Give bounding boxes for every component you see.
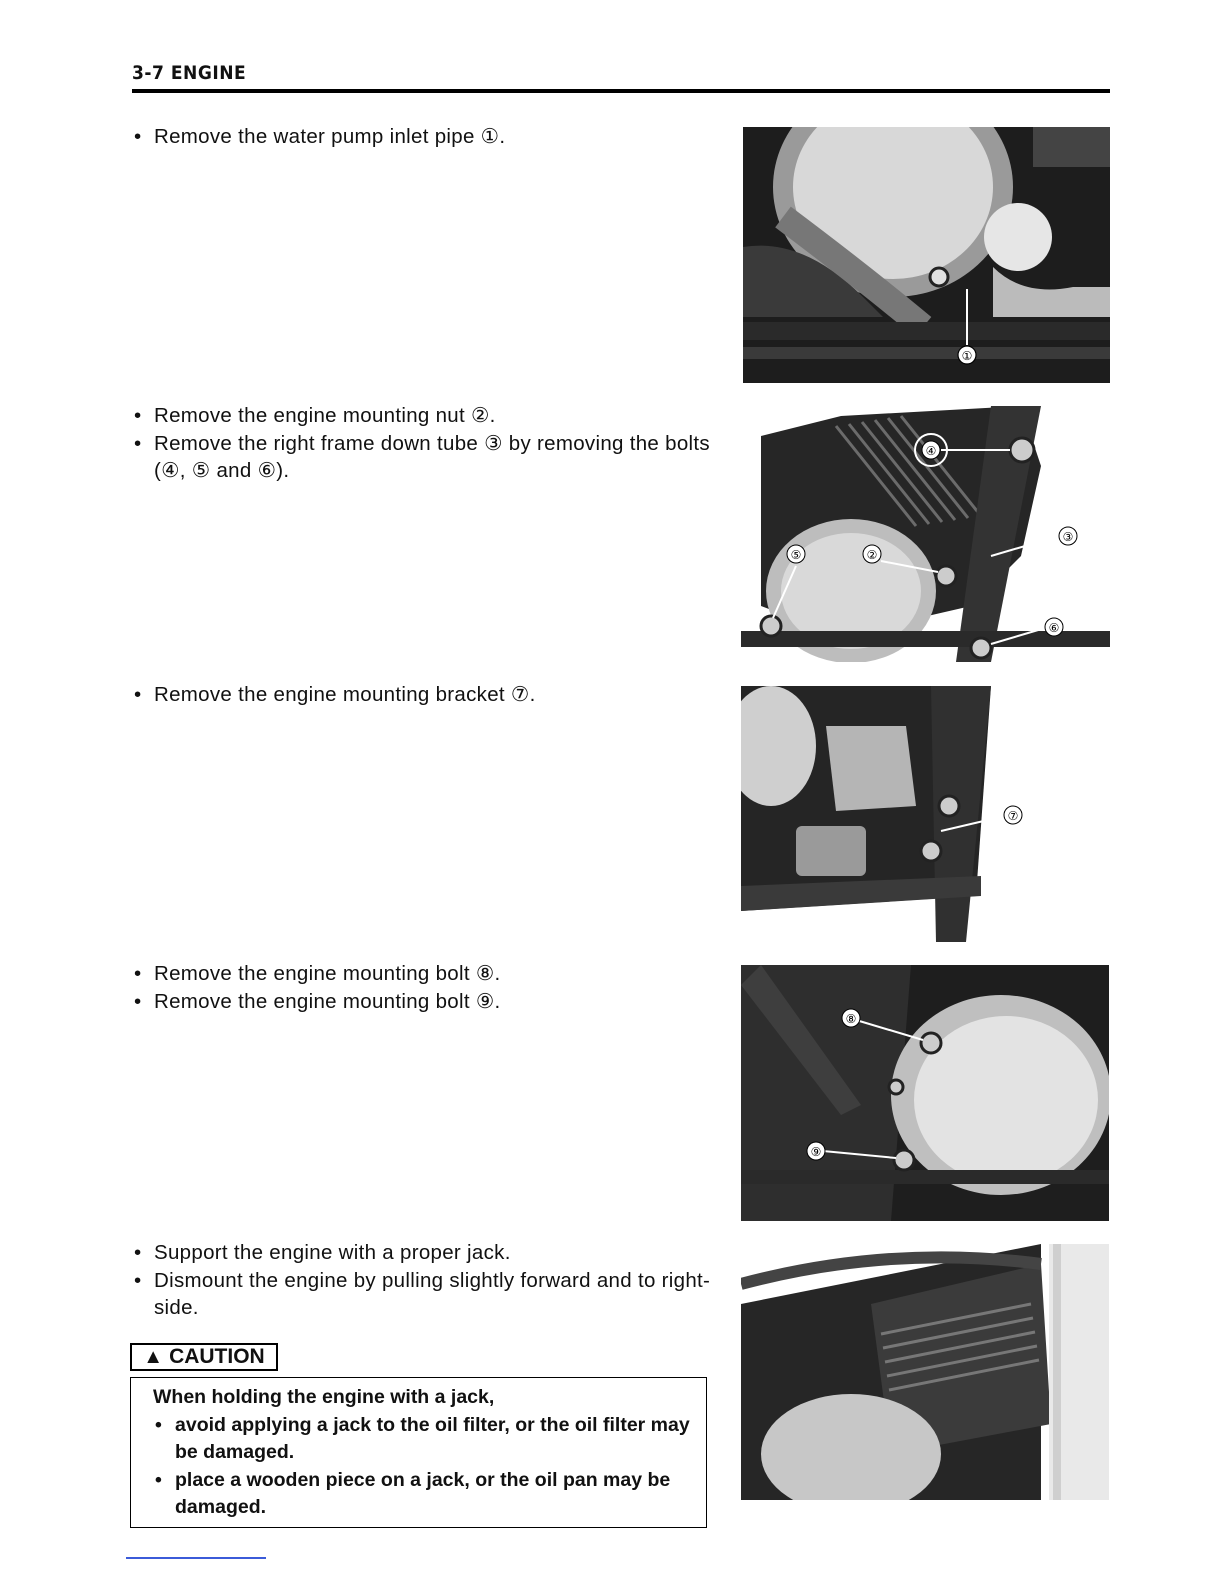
callout-label: ③ [1062,530,1074,544]
footer-link-underline [126,1557,266,1559]
page-title: 3-7 ENGINE [132,62,247,84]
header-rule [132,89,1110,93]
step-1 [134,123,714,151]
callout-label: ① [961,349,973,363]
callout-label: ⑧ [845,1012,857,1026]
callout-label: ④ [925,444,937,458]
callout-label: ⑨ [810,1145,822,1159]
callout-label: ⑤ [790,548,802,562]
caution-item: • avoid applying a jack to the oil filter, or the oil filter may be damaged. [153,1412,690,1467]
step-2 [134,402,714,485]
step-item: • Support the engine with a proper jack. [134,1239,714,1267]
step-item: • Remove the engine mounting nut ②. [134,402,714,430]
step-3 [134,681,714,709]
callout-label: ⑥ [1048,621,1060,635]
step-item: • Remove the engine mounting bolt ⑧. [134,960,714,988]
step-item: • Dismount the engine by pulling slightly forward and to right-side. [134,1267,714,1322]
page-header [132,62,1110,94]
photo-engine-mounting-bolts [741,965,1109,1221]
caution-item: • place a wooden piece on a jack, or the oil pan may be damaged. [153,1467,690,1522]
photo-engine-mounting-bracket [741,686,1110,942]
step-item: • Remove the engine mounting bracket ⑦. [134,681,714,709]
callout-label: ② [866,548,878,562]
photo-water-pump-inlet-pipe [743,127,1110,383]
step-5 [134,1239,714,1322]
photo-frame-down-tube [741,406,1110,662]
caution-label-text: CAUTION [169,1345,265,1368]
caution-label [130,1343,278,1371]
step-item: • Remove the water pump inlet pipe ①. [134,123,714,151]
photo-dismount-engine [741,1244,1109,1500]
step-4 [134,960,714,1015]
step-item: • Remove the right frame down tube ③ by removing the bolts (④, ⑤ and ⑥). [134,430,714,485]
caution-intro: When holding the engine with a jack, [153,1386,495,1408]
step-item: • Remove the engine mounting bolt ⑨. [134,988,714,1016]
callout-label: ⑦ [1007,809,1019,823]
warning-triangle-icon: ▲ [143,1345,164,1368]
caution-box [130,1377,707,1528]
